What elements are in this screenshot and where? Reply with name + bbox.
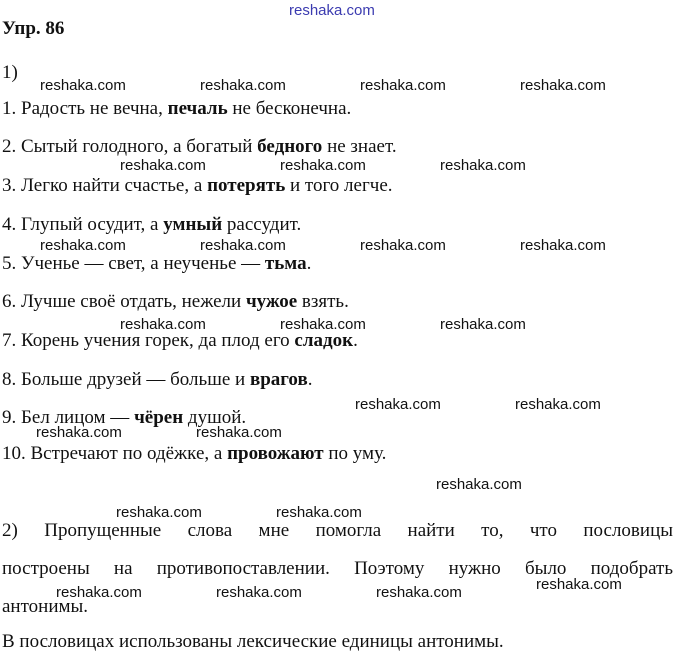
proverb-line	[2, 98, 351, 120]
explanation-line: антонимы.	[2, 596, 89, 617]
proverb-text: и того легче.	[285, 175, 393, 196]
watermark: reshaka.com	[120, 157, 206, 174]
watermark: reshaka.com	[280, 316, 366, 333]
proverb-text: взять.	[297, 291, 349, 312]
proverb-line	[2, 175, 393, 197]
watermark: reshaka.com	[440, 316, 526, 333]
proverb-text: .	[306, 253, 312, 274]
watermark: reshaka.com	[355, 396, 441, 413]
proverb-line	[2, 369, 312, 391]
proverb-text: не бесконечна.	[227, 98, 352, 119]
proverb-text: 9. Бел лицом —	[2, 407, 135, 428]
proverb-line	[2, 443, 386, 465]
watermark: reshaka.com	[200, 77, 286, 94]
proverb-text: 2. Сытый голодного, а богатый	[2, 136, 258, 157]
proverb-line	[2, 291, 349, 313]
proverb-line	[2, 253, 311, 275]
proverb-text: 10. Встречают по одёжке, а	[2, 443, 228, 464]
proverb-text: 7. Корень учения горек, да плод его	[2, 330, 295, 351]
watermark: reshaka.com	[440, 157, 526, 174]
watermark: reshaka.com	[120, 316, 206, 333]
proverb-answer: тьма	[264, 253, 307, 274]
proverb-text: не знает.	[322, 136, 397, 157]
watermark: reshaka.com	[116, 504, 202, 521]
watermark: reshaka.com	[196, 424, 282, 441]
explanation-line: 2) Пропущенные слова мне помогла найти то, что пословицы	[2, 520, 673, 541]
watermark: reshaka.com	[276, 504, 362, 521]
proverb-text: 3. Легко найти счастье, а	[2, 175, 208, 196]
watermark: reshaka.com	[536, 576, 622, 593]
watermark: reshaka.com	[360, 77, 446, 94]
watermark: reshaka.com	[360, 237, 446, 254]
proverb-line	[2, 214, 301, 236]
proverb-answer: умный	[163, 214, 223, 235]
watermark: reshaka.com	[200, 237, 286, 254]
proverb-text: 4. Глупый осудит, а	[2, 214, 164, 235]
watermark: reshaka.com	[40, 77, 126, 94]
section-label: 1)	[2, 62, 18, 83]
watermark: reshaka.com	[520, 77, 606, 94]
proverb-answer: врагов	[249, 369, 308, 390]
watermark: reshaka.com	[376, 584, 462, 601]
watermark: reshaka.com	[515, 396, 601, 413]
proverb-text: .	[307, 369, 313, 390]
watermark: reshaka.com	[289, 2, 375, 19]
proverb-line	[2, 136, 397, 158]
proverb-text: по уму.	[323, 443, 387, 464]
proverb-answer: провожают	[227, 443, 324, 464]
watermark: reshaka.com	[520, 237, 606, 254]
page-title: Упр. 86	[2, 18, 65, 39]
proverb-text: 6. Лучше своё отдать, нежели	[2, 291, 246, 312]
proverb-answer: бедного	[257, 136, 323, 157]
watermark: reshaka.com	[216, 584, 302, 601]
proverb-text: 8. Больше друзей — больше и	[2, 369, 250, 390]
watermark: reshaka.com	[56, 584, 142, 601]
proverb-answer: чёрен	[134, 407, 184, 428]
proverb-answer: печаль	[167, 98, 228, 119]
proverb-answer: сладок	[294, 330, 354, 351]
proverb-text: 5. Ученье — свет, а неученье —	[2, 253, 265, 274]
proverb-text: душой.	[183, 407, 247, 428]
watermark: reshaka.com	[40, 237, 126, 254]
proverb-text: .	[353, 330, 358, 351]
watermark: reshaka.com	[36, 424, 122, 441]
proverb-answer: чужое	[245, 291, 298, 312]
watermark: reshaka.com	[436, 476, 522, 493]
proverb-line	[2, 330, 358, 352]
watermark: reshaka.com	[280, 157, 366, 174]
proverb-text: рассудит.	[222, 214, 302, 235]
explanation-line: построены на противопоставлении. Поэтому нужно было подобрать	[2, 558, 673, 579]
proverb-answer: потерять	[207, 175, 286, 196]
conclusion: В пословицах использованы лексические единицы антонимы.	[2, 631, 504, 652]
proverb-text: 1. Радость не вечна,	[2, 98, 168, 119]
